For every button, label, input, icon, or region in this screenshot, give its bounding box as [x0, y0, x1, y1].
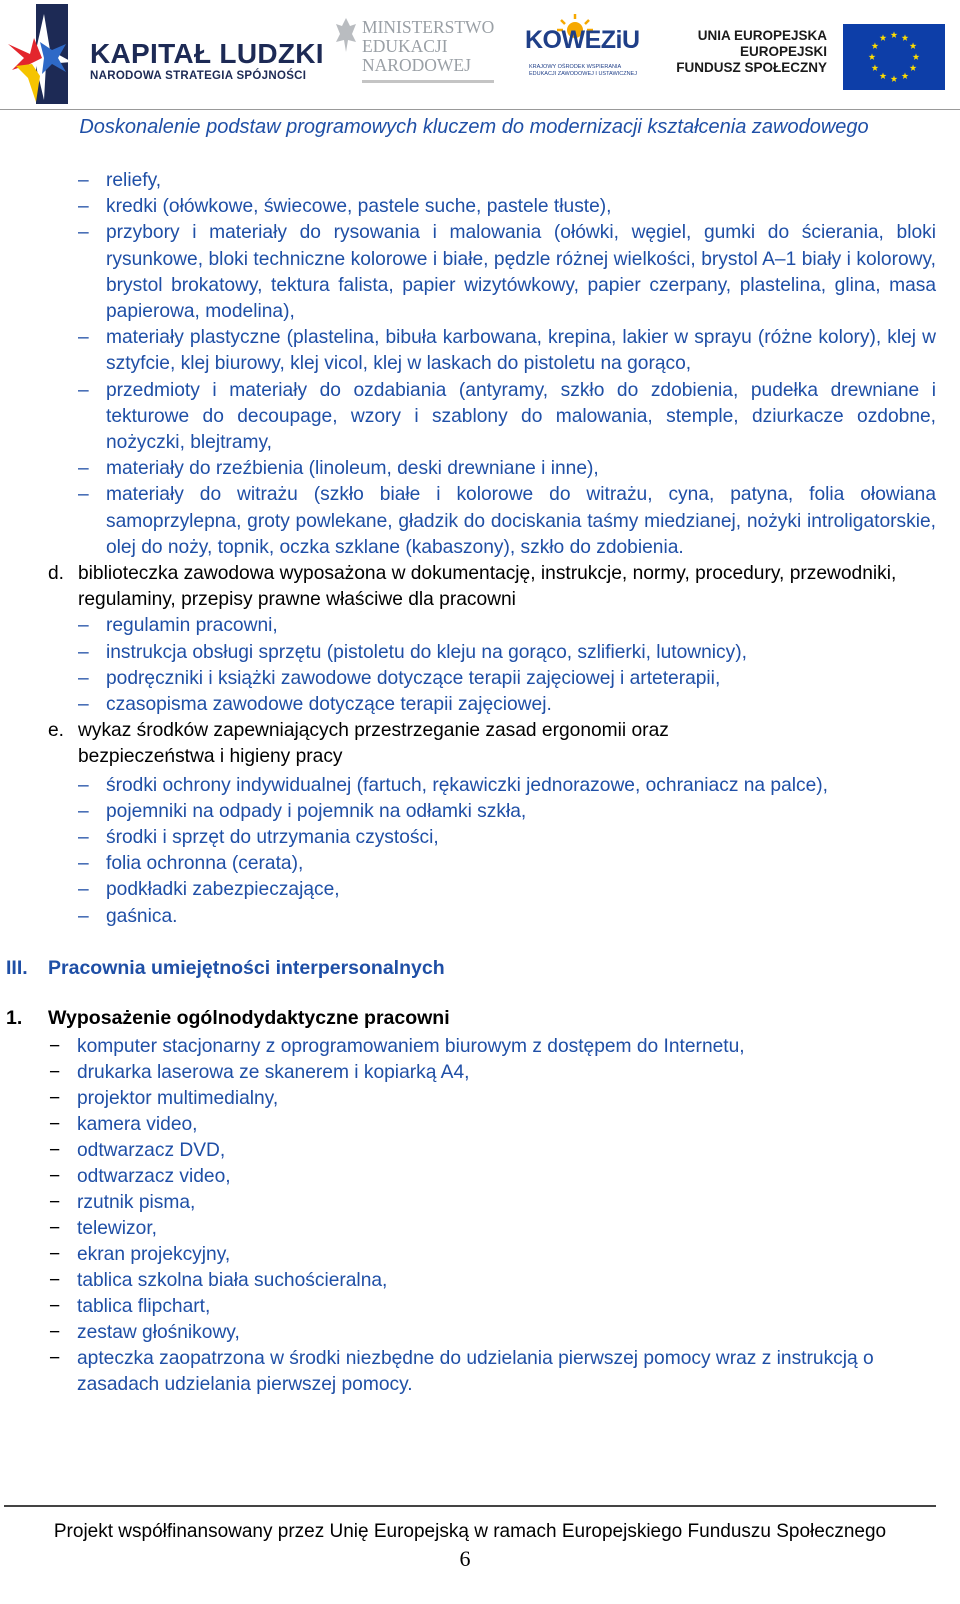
list-item	[0, 194, 960, 220]
list-item-text: komputer stacjonarny z oprogramowaniem biurowym z dostępem do Internetu,	[77, 1035, 745, 1057]
minus-bullet: −	[49, 1061, 61, 1083]
kowezu-title: KOWEZiU	[525, 26, 640, 54]
minus-bullet: −	[49, 1347, 61, 1369]
dash-bullet: –	[78, 327, 89, 349]
list-item	[0, 904, 960, 930]
minus-bullet: −	[49, 1113, 61, 1135]
minus-bullet: −	[49, 1087, 61, 1109]
list-item-text: pojemniki na odpady i pojemnik na odłamki szkła,	[106, 800, 527, 822]
list-item-text: przedmioty i materiały do ozdabiania (antyramy, szkło do zdobienia, pudełka drewniane i tekturowe do decoupage, wzory i szablony do malowania, stemple, dziurkacze ozdobne, nożyczki, blejtramy,	[106, 379, 936, 454]
list-item	[0, 1216, 960, 1242]
dash-bullet: –	[78, 800, 89, 822]
list-item	[0, 1060, 960, 1086]
list-item	[0, 799, 960, 825]
minus-bullet: −	[49, 1165, 61, 1187]
list-item-text: regulamin pracowni,	[106, 615, 278, 637]
list-item-text: zestaw głośnikowy,	[77, 1321, 240, 1343]
ministerstwo-bar	[362, 80, 494, 83]
list-item-text: środki ochrony indywidualnej (fartuch, rękawiczki jednorazowe, ochraniacz na palce),	[106, 774, 829, 796]
list-item-text: tablica flipchart,	[77, 1295, 211, 1317]
document-body	[0, 168, 960, 1398]
materials-list	[0, 168, 960, 561]
list-item-text: folia ochronna (cerata),	[106, 853, 304, 875]
unia-europejska-logo	[676, 24, 945, 90]
kowezu-subtitle-line1: KRAJOWY OŚRODEK WSPIERANIA	[529, 64, 622, 70]
kowezu-subtitle	[529, 64, 637, 78]
item-d	[0, 561, 960, 613]
list-item-text: odtwarzacz DVD,	[77, 1139, 226, 1161]
minus-bullet: −	[49, 1035, 61, 1057]
minus-bullet: −	[49, 1243, 61, 1265]
ue-line2: EUROPEJSKI	[739, 44, 827, 59]
minus-bullet: −	[49, 1191, 61, 1213]
kapital-ludzki-star-icon	[6, 4, 72, 104]
list-item-text: kredki (ołówkowe, świecowe, pastele suche, pastele tłuste),	[106, 196, 612, 218]
minus-bullet: −	[49, 1295, 61, 1317]
header-caption: Doskonalenie podstaw programowych kluczem do modernizacji kształcenia zawodowego	[79, 116, 869, 138]
footer-rule	[4, 1505, 936, 1507]
list-item-text: podkładki zabezpieczające,	[106, 879, 340, 901]
list-item-text: instrukcja obsługi sprzętu (pistoletu do kleju na gorąco, szlifierki, lutownicy),	[106, 641, 747, 663]
list-item	[0, 825, 960, 851]
subsection-number: 1.	[6, 1006, 23, 1029]
list-item	[0, 1294, 960, 1320]
dash-bullet: –	[78, 379, 89, 401]
list-item	[0, 1242, 960, 1268]
unia-europejska-text	[676, 28, 827, 76]
list-item	[0, 1034, 960, 1060]
list-item-text: materiały do rzeźbienia (linoleum, deski drewniane i inne),	[106, 458, 599, 480]
list-item	[0, 1320, 960, 1346]
list-item	[0, 1086, 960, 1112]
header-rule	[0, 109, 960, 110]
subsection-title: Wyposażenie ogólnodydaktyczne pracowni	[48, 1006, 450, 1029]
list-item	[0, 851, 960, 877]
minus-bullet: −	[49, 1217, 61, 1239]
dash-bullet: –	[78, 905, 89, 927]
list-item-text: środki i sprzęt do utrzymania czystości,	[106, 827, 439, 849]
list-item-text: tablica szkolna biała suchościeralna,	[77, 1269, 388, 1291]
list-item	[0, 220, 960, 325]
dash-bullet: –	[78, 853, 89, 875]
list-item-text: drukarka laserowa ze skanerem i kopiarką A4,	[77, 1061, 470, 1083]
ue-line1: UNIA EUROPEJSKA	[697, 28, 827, 43]
section-heading	[0, 954, 960, 982]
footer-text: Projekt współfinansowany przez Unię Europejską w ramach Europejskiego Funduszu Społecznego	[53, 1521, 887, 1542]
dash-bullet: –	[78, 170, 89, 191]
ministerstwo-line2: EDUKACJI	[362, 36, 448, 56]
list-item	[0, 773, 960, 799]
list-item-text: telewizor,	[77, 1217, 157, 1239]
kowezu-subtitle-line2: EDUKACJI ZAWODOWEJ I USTAWICZNEJ	[529, 71, 637, 77]
dash-bullet: –	[78, 222, 89, 244]
list-item-text: gaśnica.	[106, 905, 178, 927]
list-item-text: czasopisma zawodowe dotyczące terapii zajęciowej.	[106, 694, 552, 716]
kowezu-logo	[525, 18, 645, 88]
list-item	[0, 692, 960, 718]
list-item-text: materiały plastyczne (plastelina, bibuła karbowana, krepina, lakier w sprayu (różne kolory), klej w sztyfcie, klej biurowy, klej vicol, klej w laskach do pistoletu na gorąco,	[106, 327, 936, 375]
list-item	[0, 666, 960, 692]
kapital-ludzki-subtitle: NARODOWA STRATEGIA SPÓJNOŚCI	[90, 70, 307, 82]
section-title: Pracownia umiejętności interpersonalnych	[48, 956, 445, 979]
list-item-text: apteczka zaopatrzona w środki niezbędne do udzielania pierwszej pomocy wraz z instrukcją o zasadach udzielania pierwszej pomocy.	[77, 1347, 874, 1395]
item-e-text: wykaz środków zapewniających przestrzeganie zasad ergonomii oraz bezpieczeństwa i higieny pracy	[78, 720, 669, 768]
list-item-text: podręczniki i książki zawodowe dotyczące terapii zajęciowej i arteterapii,	[106, 667, 721, 689]
section-number: III.	[6, 956, 28, 979]
dash-bullet: –	[78, 458, 89, 480]
list-item	[0, 378, 960, 457]
ue-line3: FUNDUSZ SPOŁECZNY	[676, 60, 827, 75]
ministerstwo-logo	[332, 10, 502, 90]
list-item	[0, 1112, 960, 1138]
page-number: 6	[459, 1546, 471, 1571]
list-item	[0, 640, 960, 666]
list-item	[0, 1164, 960, 1190]
list-item	[0, 482, 960, 561]
list-item	[0, 613, 960, 639]
list-item	[0, 325, 960, 377]
list-item-text: projektor multimedialny,	[77, 1087, 279, 1109]
minus-bullet: −	[49, 1269, 61, 1291]
item-d-label: d.	[48, 563, 65, 585]
list-item	[0, 1346, 960, 1398]
dash-bullet: –	[78, 484, 89, 506]
list-item	[0, 877, 960, 903]
list-item-text: odtwarzacz video,	[77, 1165, 231, 1187]
list-item-text: materiały do witrażu (szkło białe i kolorowe do witrażu, cyna, patyna, folia ołowiana samoprzylepna, groty powlekane, gładzik do dociskania taśmy miedzianej, nożyki introligatorskie, olej do noży, topnik, oczka szklane (kabaszony), szkło do zdobienia.	[106, 484, 936, 558]
list-item-text: ekran projekcyjny,	[77, 1243, 231, 1265]
list-item	[0, 1268, 960, 1294]
list-item-text: reliefy,	[106, 170, 162, 191]
subsection-heading	[0, 1004, 960, 1032]
list-item	[0, 456, 960, 482]
item-e	[0, 718, 960, 770]
kapital-ludzki-logo	[6, 4, 324, 106]
dash-bullet: –	[78, 827, 89, 849]
kapital-ludzki-title: KAPITAŁ LUDZKI	[90, 38, 324, 69]
equipment-list	[0, 1034, 960, 1398]
minus-bullet: −	[49, 1139, 61, 1161]
list-item-text: przybory i materiały do rysowania i malowania (ołówki, węgiel, gumki do ścierania, bloki rysunkowe, bloki techniczne kolorowe i białe, pędzle różnej wielkości, brystol A–1 biały i kolorowy, brystol brokatowy, tektura falista, papier wizytówkowy, papier czerpany, plastelina, glina, masa papierowa, modelina),	[106, 222, 936, 323]
dash-bullet: –	[78, 196, 89, 218]
list-item	[0, 168, 960, 194]
item-d-list	[0, 613, 960, 718]
dash-bullet: –	[78, 879, 89, 901]
header-logos	[0, 0, 960, 138]
ministerstwo-line3: NARODOWEJ	[362, 55, 471, 75]
dash-bullet: –	[78, 774, 89, 796]
list-item	[0, 1190, 960, 1216]
dash-bullet: –	[78, 667, 89, 689]
eu-flag-icon	[843, 24, 945, 90]
ministerstwo-line1: MINISTERSTWO	[362, 17, 495, 37]
dash-bullet: –	[78, 694, 89, 716]
list-item-text: rzutnik pisma,	[77, 1191, 196, 1213]
list-item	[0, 1138, 960, 1164]
item-e-label: e.	[48, 720, 65, 742]
minus-bullet: −	[49, 1321, 61, 1343]
dash-bullet: –	[78, 641, 89, 663]
list-item-text: kamera video,	[77, 1113, 198, 1135]
item-d-text: biblioteczka zawodowa wyposażona w dokumentację, instrukcje, normy, procedury, przewodniki, regulaminy, przepisy prawne właściwe dla pracowni	[78, 563, 897, 611]
dash-bullet: –	[78, 615, 89, 637]
ministerstwo-eagle-icon	[334, 16, 358, 56]
item-e-list	[0, 773, 960, 930]
